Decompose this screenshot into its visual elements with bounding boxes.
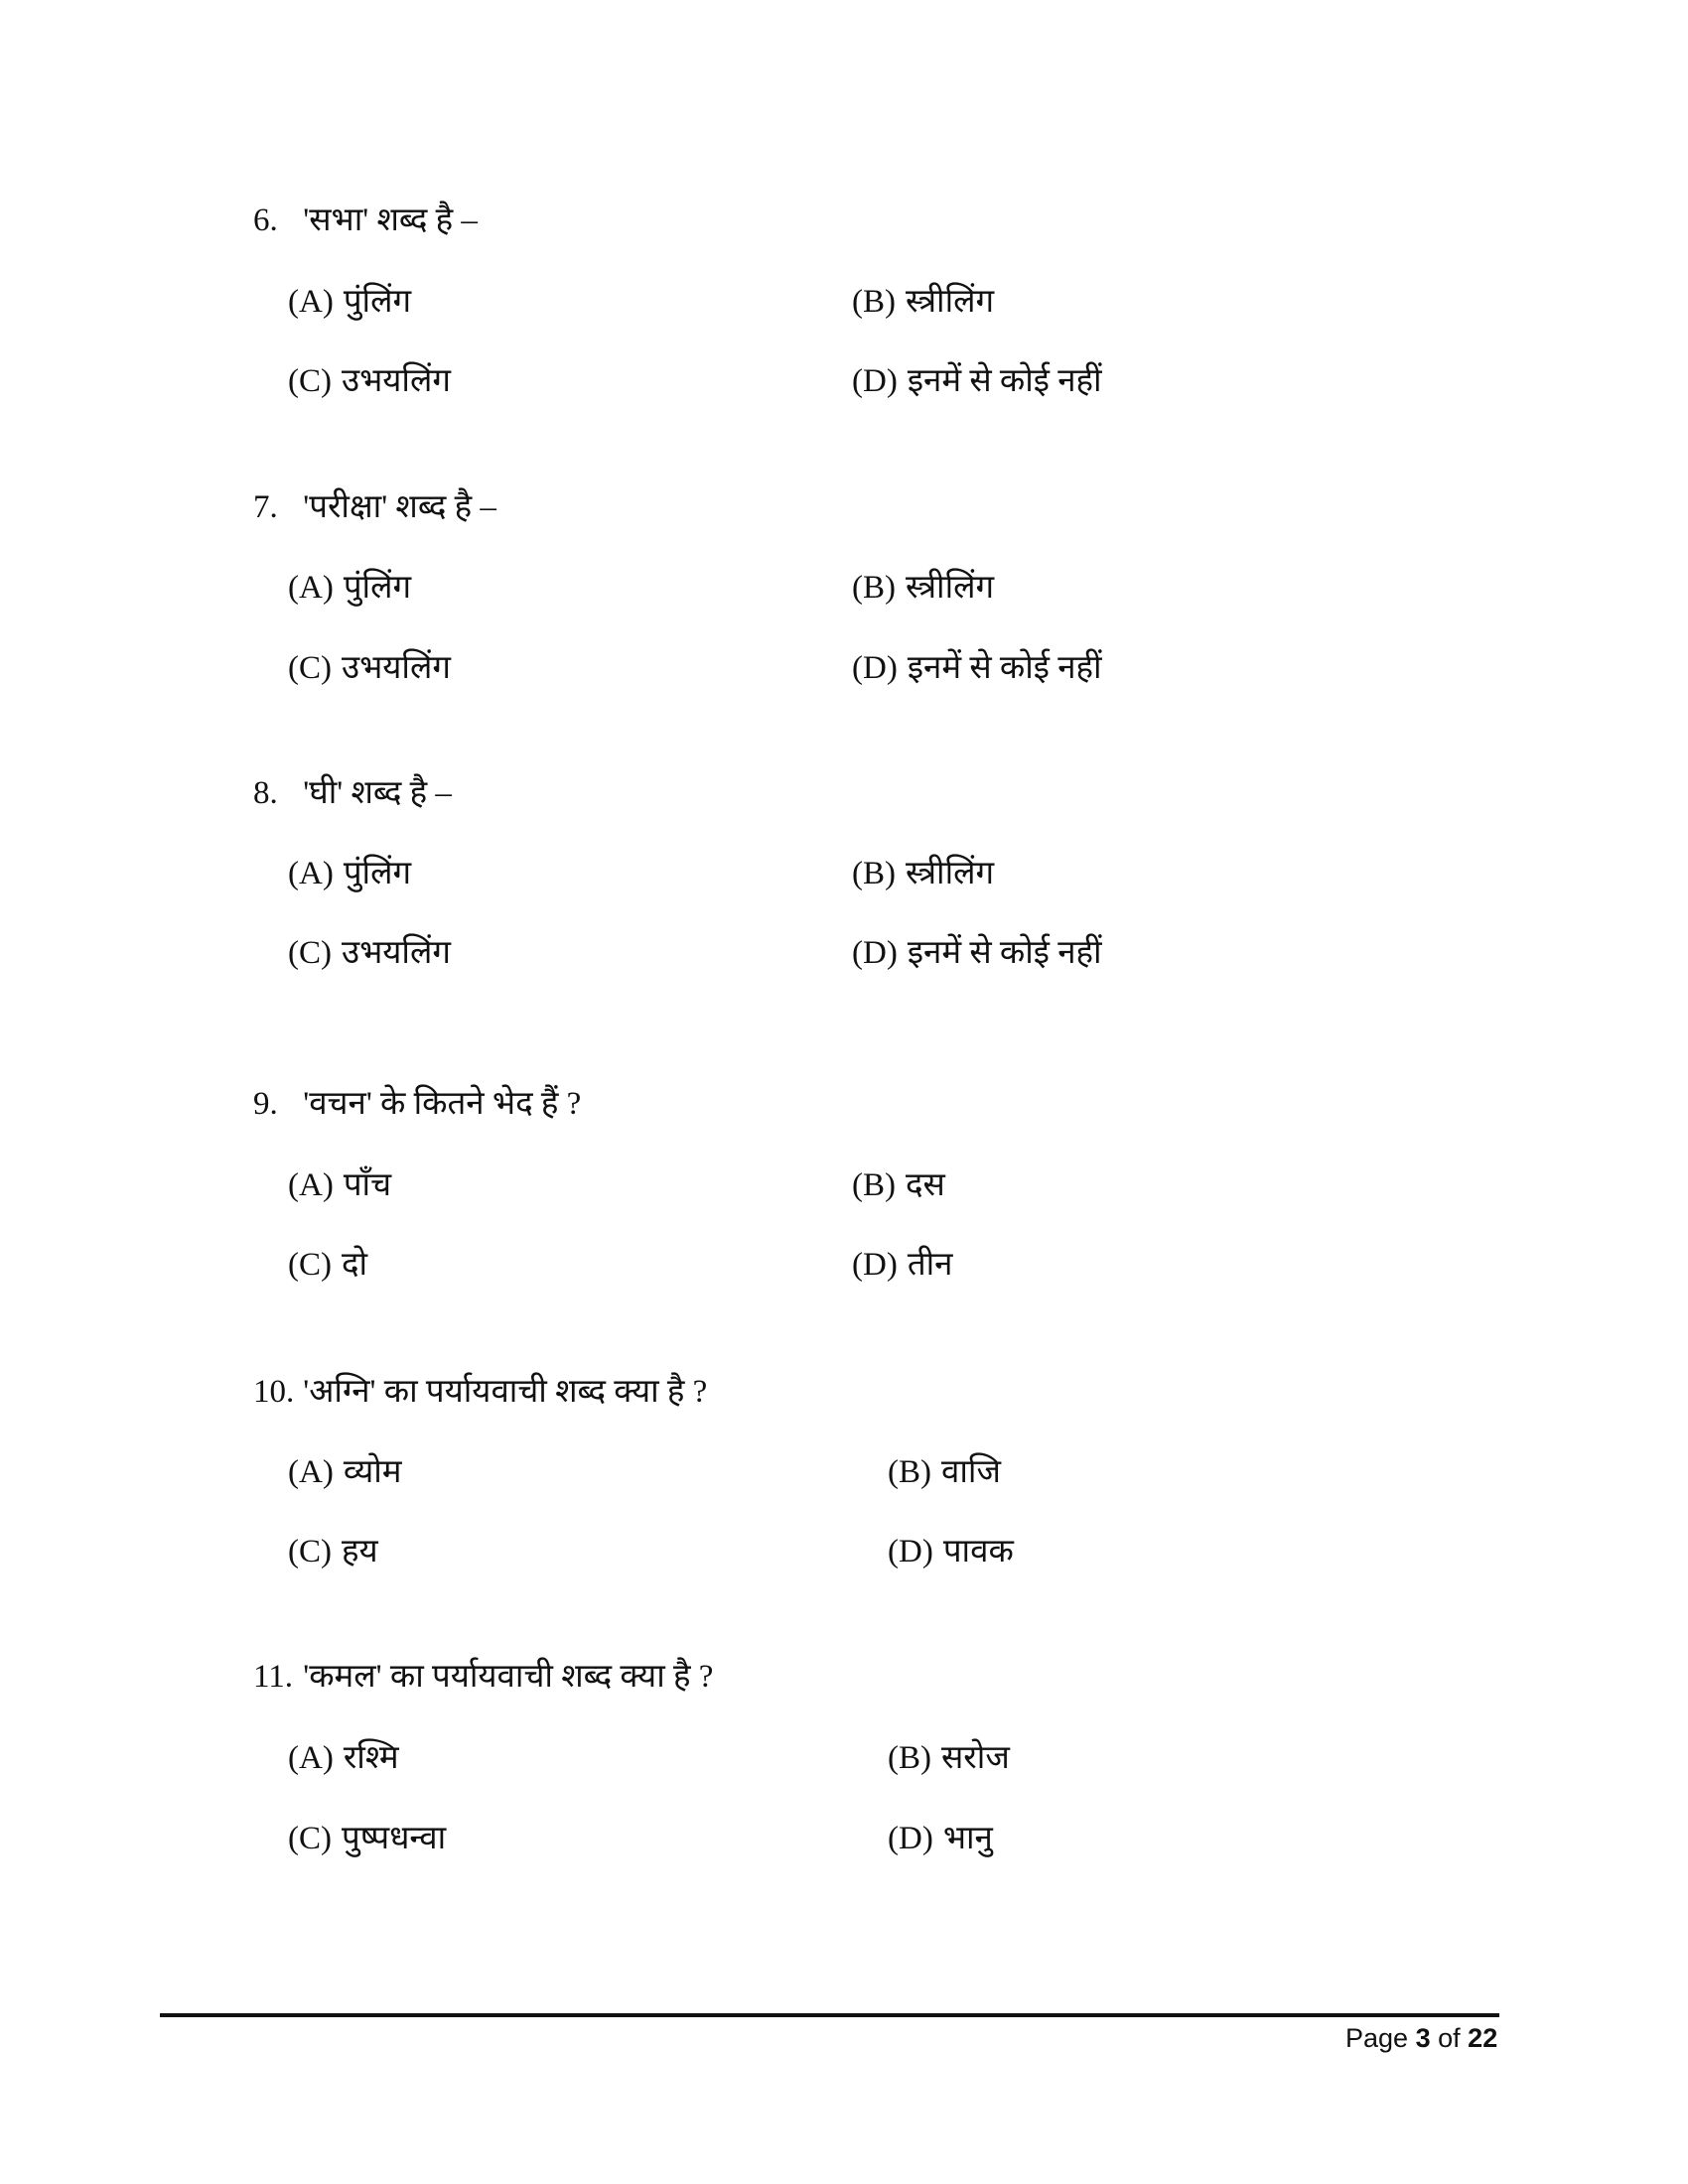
option-c — [288, 1536, 378, 1569]
option-text: दो — [342, 1247, 368, 1283]
option-d — [852, 937, 1102, 970]
option-a — [288, 286, 411, 319]
option-text: पावक — [942, 1534, 1014, 1570]
option-label: (D) — [852, 650, 898, 686]
option-c — [288, 1823, 446, 1855]
question-11 — [253, 1661, 713, 1694]
option-text: उभयलिंग — [342, 935, 451, 971]
option-label: (B) — [888, 1454, 931, 1490]
option-label: (D) — [852, 935, 898, 971]
question-text: 'अग्नि' का पर्यायवाची शब्द क्या है ? — [303, 1374, 708, 1410]
option-b — [852, 286, 994, 319]
question-number: 6. — [253, 203, 278, 238]
question-number: 8. — [253, 775, 278, 811]
question-8 — [253, 777, 452, 810]
question-text: 'कमल' का पर्यायवाची शब्द क्या है ? — [303, 1659, 714, 1695]
option-label: (B) — [888, 1740, 931, 1776]
option-text: रश्मि — [343, 1740, 399, 1776]
question-6 — [253, 205, 478, 237]
current-page: 3 — [1415, 2023, 1431, 2053]
option-text: पुंलिंग — [343, 570, 412, 606]
option-d — [888, 1536, 1014, 1569]
total-pages: 22 — [1468, 2023, 1498, 2053]
option-b — [852, 1169, 945, 1202]
option-a — [288, 1456, 402, 1489]
option-text: पुंलिंग — [343, 856, 412, 891]
option-label: (B) — [852, 284, 896, 320]
option-text: दस — [906, 1167, 945, 1203]
question-text: 'घी' शब्द है – — [303, 775, 452, 811]
option-a — [288, 1742, 399, 1775]
option-label: (D) — [852, 1247, 898, 1283]
option-label: (D) — [888, 1821, 933, 1856]
option-b — [888, 1742, 1010, 1775]
option-text: हय — [342, 1534, 378, 1570]
option-c — [288, 365, 451, 398]
option-d — [852, 1249, 953, 1282]
option-text: स्त्रीलिंग — [906, 856, 995, 891]
option-label: (C) — [288, 363, 332, 399]
option-text: पुंलिंग — [343, 284, 412, 320]
option-text: उभयलिंग — [342, 650, 451, 686]
footer-divider — [160, 2013, 1499, 2017]
option-text: वाजि — [941, 1454, 1001, 1490]
option-text: स्त्रीलिंग — [906, 284, 995, 320]
question-text: 'वचन' के कितने भेद हैं ? — [303, 1086, 582, 1122]
question-text: 'सभा' शब्द है – — [303, 203, 478, 238]
option-c — [288, 652, 451, 685]
option-label: (D) — [888, 1534, 933, 1570]
option-label: (B) — [852, 570, 896, 606]
option-text: इनमें से कोई नहीं — [907, 935, 1102, 971]
question-text: 'परीक्षा' शब्द है – — [303, 489, 496, 525]
option-label: (C) — [288, 935, 332, 971]
question-7 — [253, 491, 496, 524]
option-label: (C) — [288, 1534, 332, 1570]
option-text: सरोज — [941, 1740, 1010, 1776]
question-number: 11. — [253, 1659, 294, 1695]
option-a — [288, 572, 411, 605]
option-label: (A) — [288, 1740, 334, 1776]
option-text: पाँच — [343, 1167, 392, 1203]
option-label: (C) — [288, 650, 332, 686]
option-c — [288, 937, 451, 970]
option-text: उभयलिंग — [342, 363, 451, 399]
option-label: (C) — [288, 1821, 332, 1856]
option-a — [288, 858, 411, 890]
option-c — [288, 1249, 367, 1282]
option-d — [852, 365, 1102, 398]
option-text: तीन — [907, 1247, 953, 1283]
option-b — [852, 572, 994, 605]
option-text: भानु — [942, 1821, 993, 1856]
option-a — [288, 1169, 391, 1202]
option-label: (C) — [288, 1247, 332, 1283]
option-d — [888, 1823, 993, 1855]
of-word: of — [1438, 2023, 1461, 2053]
option-text: व्योम — [343, 1454, 402, 1490]
question-10 — [253, 1376, 707, 1409]
option-label: (D) — [852, 363, 898, 399]
page-indicator — [1345, 2023, 1497, 2054]
question-9 — [253, 1088, 581, 1121]
option-label: (B) — [852, 856, 896, 891]
question-number: 7. — [253, 489, 278, 525]
option-label: (A) — [288, 570, 334, 606]
option-text: इनमें से कोई नहीं — [907, 363, 1102, 399]
option-label: (A) — [288, 1454, 334, 1490]
question-number: 10. — [253, 1374, 295, 1410]
option-b — [852, 858, 994, 890]
option-label: (A) — [288, 1167, 334, 1203]
option-text: स्त्रीलिंग — [906, 570, 995, 606]
option-text: पुष्पधन्वा — [342, 1821, 447, 1856]
option-label: (A) — [288, 856, 334, 891]
option-label: (B) — [852, 1167, 896, 1203]
option-text: इनमें से कोई नहीं — [907, 650, 1102, 686]
option-b — [888, 1456, 1001, 1489]
question-number: 9. — [253, 1086, 278, 1122]
page-word: Page — [1345, 2023, 1409, 2053]
option-d — [852, 652, 1102, 685]
option-label: (A) — [288, 284, 334, 320]
